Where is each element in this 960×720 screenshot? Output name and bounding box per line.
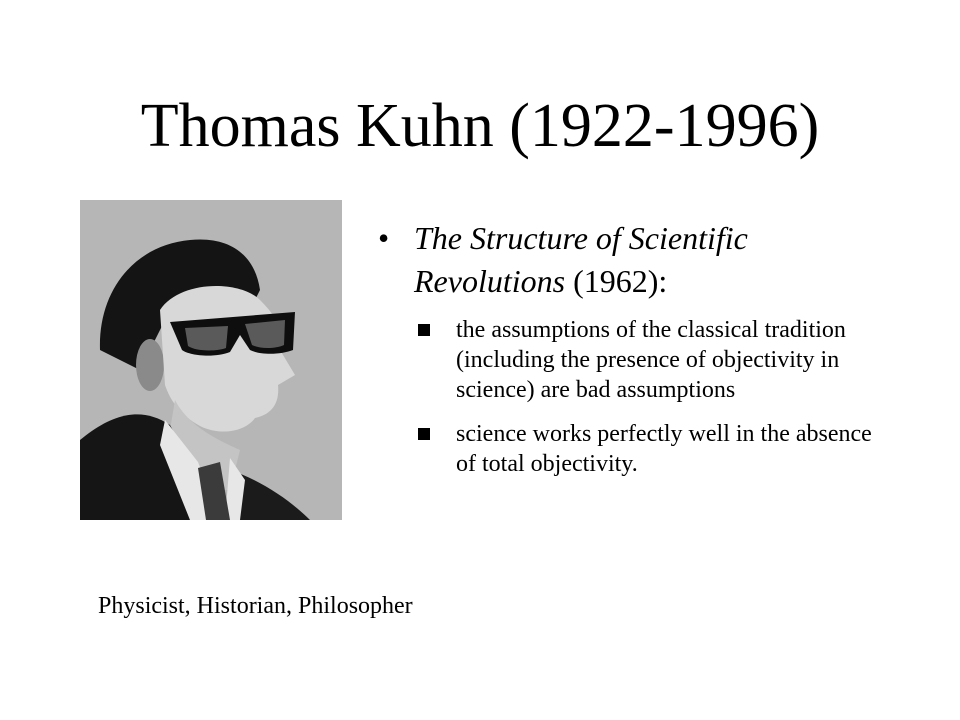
main-bullet: [374, 217, 894, 479]
book-title: The Structure of Scientific Revolutions: [414, 220, 748, 299]
sub-point: [414, 419, 894, 479]
sub-point: [414, 315, 894, 405]
square-bullet-icon: [418, 428, 430, 440]
sub-point-text: science works perfectly well in the absence of total objectivity.: [456, 421, 872, 477]
sub-point-text: the assumptions of the classical tradition (including the presence of objectivity in science) are bad assumptions: [456, 317, 846, 403]
portrait-photo: [80, 200, 342, 520]
portrait-illustration: [80, 200, 342, 520]
book-year: (1962):: [565, 263, 668, 299]
bullet-list: [374, 217, 894, 493]
slide-title: Thomas Kuhn (1922-1996): [140, 92, 820, 160]
square-bullet-icon: [418, 324, 430, 336]
sub-point-list: [414, 315, 894, 479]
portrait-caption: Physicist, Historian, Philosopher: [98, 593, 413, 619]
bullet-marker: •: [378, 220, 390, 256]
